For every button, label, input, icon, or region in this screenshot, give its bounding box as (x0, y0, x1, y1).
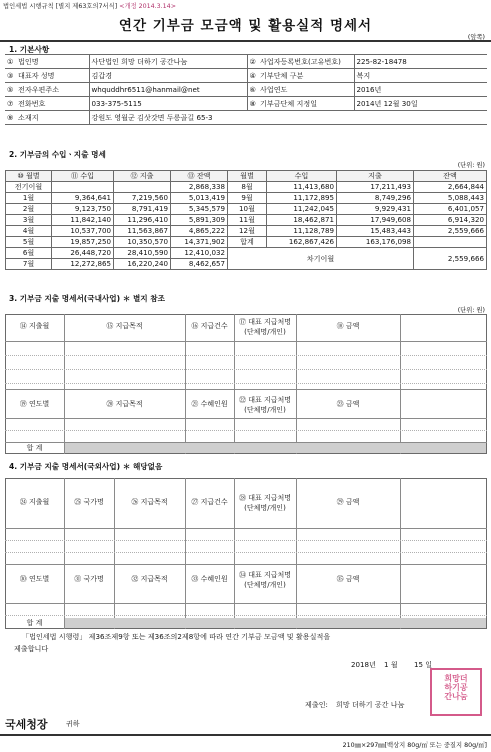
basic-row (5, 69, 487, 83)
column-header: ⑩ 월별 (6, 171, 52, 182)
amount-cell: 4,865,222 (171, 226, 228, 237)
column-header-sub: (단체명/개인) (244, 406, 286, 414)
finance-table (5, 170, 487, 270)
amount-cell: 11,128,789 (267, 226, 337, 237)
bottom-rule (0, 734, 491, 736)
field-value: 사단법인 희망 더하기 공간나눔 (89, 55, 247, 69)
column-header: ㉕ 국가명 (74, 498, 104, 506)
month-cell: 10월 (228, 204, 267, 215)
amount-cell: 11,296,410 (114, 215, 171, 226)
amount-cell (414, 237, 487, 248)
amount-cell: 2,559,666 (414, 226, 487, 237)
column-header: ㉚ 연도별 (19, 575, 50, 583)
field-number: ⑥ (247, 83, 258, 97)
field-label: 기부금단체 지정일 (258, 97, 354, 111)
column-header: 지출 (337, 171, 414, 182)
recipient-suffix: 귀하 (66, 720, 80, 728)
basic-row (5, 97, 487, 111)
field-value: whquddhr6511@hanmail@net (89, 83, 247, 97)
field-value: 2014년 12월 30일 (354, 97, 487, 111)
submit-year: 2018년 (351, 660, 376, 669)
revision-text: <개정 2014.3.14> (119, 3, 176, 10)
month-cell: 합계 (228, 237, 267, 248)
amount-cell: 12,410,032 (171, 248, 228, 259)
field-value: 225-82-18478 (354, 55, 487, 69)
field-number: ② (247, 55, 258, 69)
field-value: 강원도 영월군 김삿갓면 두릉골길 65-3 (89, 111, 487, 125)
amount-cell: 14,371,902 (171, 237, 228, 248)
month-cell: 3월 (6, 215, 52, 226)
front-page-mark: (앞쪽) (467, 34, 485, 41)
amount-cell: 163,176,098 (337, 237, 414, 248)
submitter-label: 제출인: (305, 700, 328, 709)
column-header: ㉟ 금액 (336, 575, 360, 583)
column-header: ㉜ 지급목적 (131, 575, 168, 583)
column-header: ㉝ 수혜인원 (191, 575, 228, 583)
submitter-name: 희망 더하기 공간 나눔 (336, 700, 405, 709)
finance-header-row (6, 171, 487, 182)
column-header: ㉔ 지출월 (19, 498, 50, 506)
field-number: ⑤ (5, 83, 16, 97)
field-number: ④ (247, 69, 258, 83)
basic-row (5, 83, 487, 97)
month-cell: 5월 (6, 237, 52, 248)
finance-row (6, 248, 487, 259)
form-title: 연간 기부금 모금액 및 활용실적 명세서 (118, 18, 373, 34)
carry-forward-label: 차기이월 (228, 248, 414, 270)
amount-cell: 19,857,250 (52, 237, 114, 248)
column-header-sub: (단체명/개인) (244, 328, 286, 336)
total-shaded-area (65, 443, 486, 453)
column-header: 월별 (228, 171, 267, 182)
field-number: ① (5, 55, 16, 69)
amount-cell: 9,929,431 (337, 204, 414, 215)
amount-cell: 10,537,700 (52, 226, 114, 237)
field-number: ③ (5, 69, 16, 83)
amount-cell: 10,350,570 (114, 237, 171, 248)
amount-cell: 11,172,895 (267, 193, 337, 204)
column-header: ⑱ 금액 (336, 322, 360, 330)
top-rule (0, 40, 491, 42)
field-label: 사업연도 (258, 83, 354, 97)
column-header: ⑬ 잔액 (171, 171, 228, 182)
form-law-reference (3, 1, 176, 10)
field-number: ⑨ (5, 111, 16, 125)
amount-cell: 9,123,750 (52, 204, 114, 215)
amount-cell: 8,749,296 (337, 193, 414, 204)
column-header: ⑲ 연도별 (19, 400, 50, 408)
amount-cell: 18,462,871 (267, 215, 337, 226)
finance-row (6, 204, 487, 215)
amount-cell: 12,272,865 (52, 259, 114, 270)
section-foreign-title: 4. 기부금 지출 명세서(국외사업) ＊ 해당없음 (9, 462, 163, 471)
amount-cell (114, 182, 171, 193)
amount-cell: 26,448,720 (52, 248, 114, 259)
amount-cell: 6,401,057 (414, 204, 487, 215)
total-label: 합 계 (26, 619, 43, 627)
column-header: ㉒ 대표 지급처명 (238, 396, 292, 404)
amount-cell: 8,791,419 (114, 204, 171, 215)
amount-cell: 5,013,419 (171, 193, 228, 204)
amount-cell: 11,413,680 (267, 182, 337, 193)
column-header: ⑳ 지급목적 (106, 400, 143, 408)
field-number: ⑦ (5, 97, 16, 111)
field-value: 복지 (354, 69, 487, 83)
field-number: ⑧ (247, 97, 258, 111)
column-header: ⑫ 지출 (114, 171, 171, 182)
carry-forward-value: 2,559,666 (414, 248, 487, 270)
column-header: 수입 (267, 171, 337, 182)
amount-cell: 11,842,140 (52, 215, 114, 226)
amount-cell: 17,949,608 (337, 215, 414, 226)
column-header: ㉖ 지급목적 (131, 498, 168, 506)
column-header: ⑮ 지급목적 (106, 322, 143, 330)
total-label: 합 계 (26, 444, 43, 452)
organization-seal: 희망더 하기공 간나눔 (430, 668, 482, 716)
column-header: ㉘ 대표 지급처명 (238, 494, 292, 502)
field-label: 법인명 (16, 55, 89, 69)
column-header: ㉙ 금액 (336, 498, 360, 506)
column-header-sub: (단체명/개인) (244, 581, 286, 589)
column-header: ⑭ 지출월 (19, 322, 50, 330)
month-cell: 1월 (6, 193, 52, 204)
amount-cell: 6,914,320 (414, 215, 487, 226)
amount-cell: 17,211,493 (337, 182, 414, 193)
amount-cell: 15,483,443 (337, 226, 414, 237)
basic-row-address (5, 111, 487, 125)
month-cell: 9월 (228, 193, 267, 204)
field-label: 기부단체 구분 (258, 69, 354, 83)
finance-row (6, 215, 487, 226)
column-header: ㉑ 수혜인원 (191, 400, 228, 408)
recipient: 국세청장 (5, 718, 48, 731)
field-value: 033-375-5115 (89, 97, 247, 111)
finance-row (6, 226, 487, 237)
column-header: ㉞ 대표 지급처명 (238, 571, 292, 579)
column-header: ⑰ 대표 지급처명 (238, 318, 292, 326)
amount-cell: 11,563,867 (114, 226, 171, 237)
total-shaded-area (65, 618, 486, 628)
field-value: 2016년 (354, 83, 487, 97)
column-header: ㉛ 국가명 (74, 575, 104, 583)
submit-day: 15 일 (414, 660, 433, 669)
month-cell: 2월 (6, 204, 52, 215)
month-cell: 11월 (228, 215, 267, 226)
domestic-unit: (단위: 원) (457, 307, 485, 314)
month-cell: 7월 (6, 259, 52, 270)
month-cell: 6월 (6, 248, 52, 259)
column-header-sub: (단체명/개인) (244, 504, 286, 512)
statement-line-1: 「법인세법 시행령」 제36조제9항 또는 제36조의2제8항에 따라 연간 기부금 모금액 및 활용실적을 (22, 632, 331, 641)
amount-cell: 5,891,309 (171, 215, 228, 226)
field-label: 소재지 (16, 111, 89, 125)
amount-cell: 5,345,579 (171, 204, 228, 215)
law-ref-text: 법인세법 시행규칙 [별지 제63호의7서식] (3, 3, 118, 10)
month-cell: 12월 (228, 226, 267, 237)
field-label: 전자우편주소 (16, 83, 89, 97)
column-header: ⑯ 지급건수 (191, 322, 228, 330)
column-header: ⑪ 수입 (52, 171, 114, 182)
statement-line-2: 제출합니다 (14, 644, 49, 653)
amount-cell: 9,364,641 (52, 193, 114, 204)
month-cell: 8월 (228, 182, 267, 193)
basic-row (5, 55, 487, 69)
field-label: 전화번호 (16, 97, 89, 111)
month-cell: 4월 (6, 226, 52, 237)
submit-month: 1 월 (384, 660, 398, 669)
amount-cell: 162,867,426 (267, 237, 337, 248)
finance-row (6, 193, 487, 204)
field-value: 김갑경 (89, 69, 247, 83)
month-cell: 전기이월 (6, 182, 52, 193)
finance-unit: (단위: 원) (457, 162, 485, 169)
amount-cell: 7,219,560 (114, 193, 171, 204)
amount-cell: 8,462,657 (171, 259, 228, 270)
paper-spec: 210㎜×297㎜[백상지 80g/㎡ 또는 중질지 80g/㎡] (342, 742, 487, 749)
column-header: ㉓ 금액 (336, 400, 360, 408)
amount-cell: 5,088,443 (414, 193, 487, 204)
column-header: 잔액 (414, 171, 487, 182)
section-domestic-title: 3. 기부금 지출 명세서(국내사업) ＊ 별지 참조 (9, 294, 165, 303)
section-finance-title: 2. 기부금의 수입ㆍ지출 명세 (9, 150, 106, 159)
amount-cell: 2,868,338 (171, 182, 228, 193)
finance-row (6, 182, 487, 193)
field-label: 대표자 성명 (16, 69, 89, 83)
amount-cell: 16,220,240 (114, 259, 171, 270)
column-header: ㉗ 지급건수 (191, 498, 228, 506)
section-basic-title: 1. 기본사항 (9, 45, 50, 54)
amount-cell: 11,242,045 (267, 204, 337, 215)
finance-row (6, 237, 487, 248)
amount-cell: 2,664,844 (414, 182, 487, 193)
basic-info-table (5, 54, 487, 125)
amount-cell (52, 182, 114, 193)
field-label: 사업자등록번호(고유번호) (258, 55, 354, 69)
amount-cell: 28,410,590 (114, 248, 171, 259)
